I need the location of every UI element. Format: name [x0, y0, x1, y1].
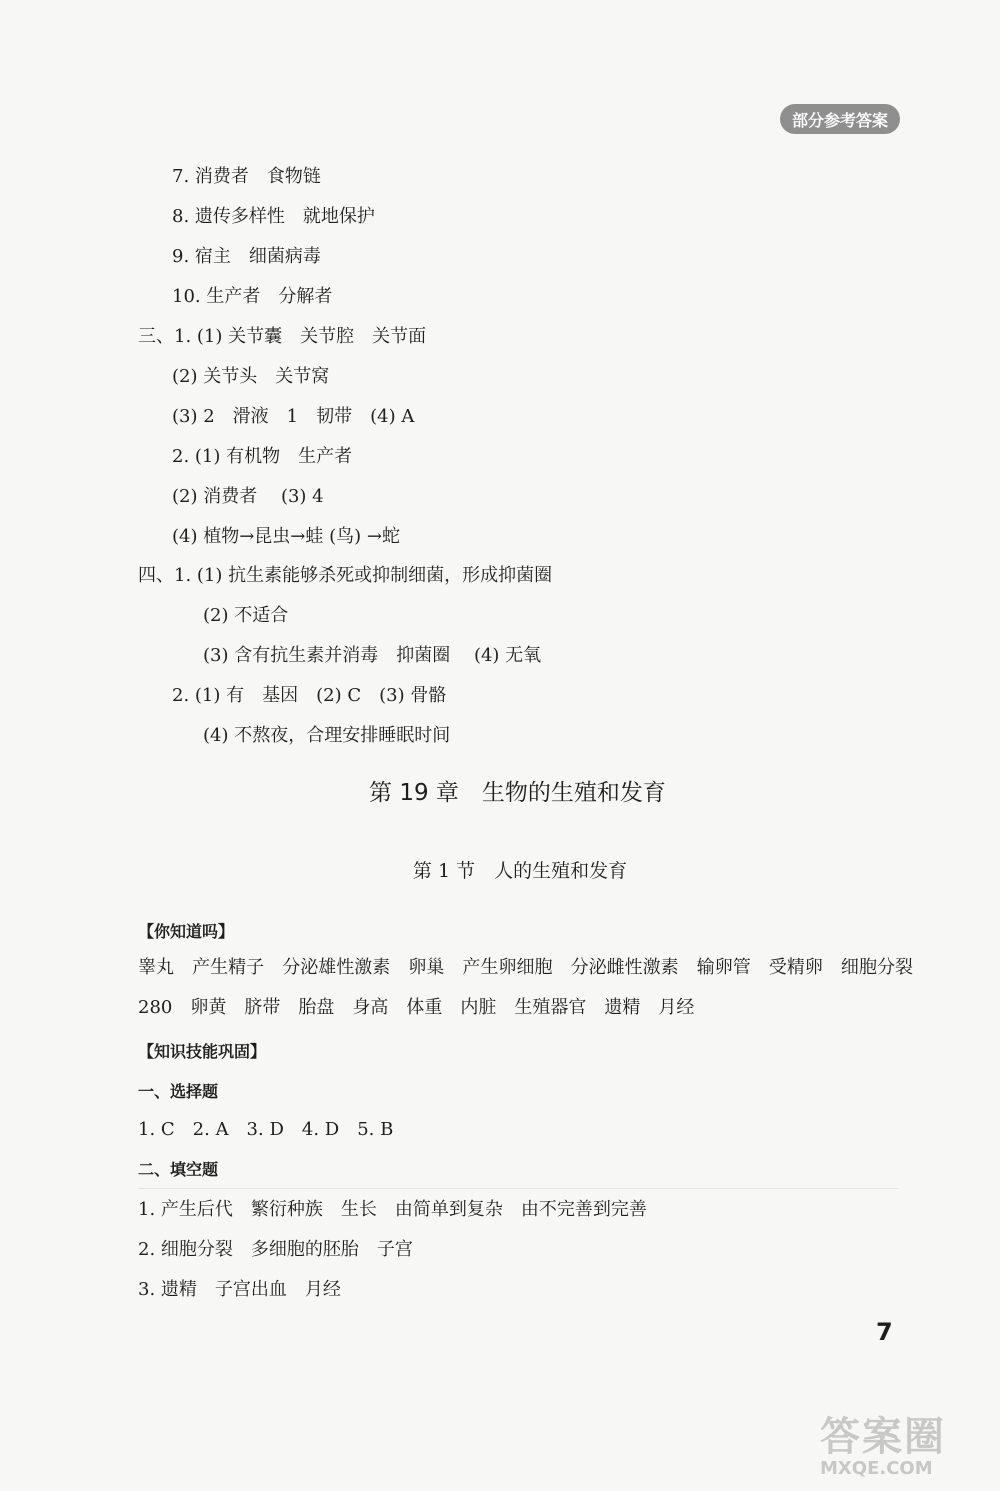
answer-line: 四、1. (1) 抗生素能够杀死或抑制细菌，形成抑菌圈: [138, 565, 553, 586]
site-watermark: [820, 1405, 990, 1485]
fill-answer: 3. 遗精 子宫出血 月经: [138, 1279, 341, 1300]
answer-line: 7. 消费者 食物链: [172, 166, 321, 187]
section-title: 第 1 节 人的生殖和发育: [412, 860, 628, 882]
answer-line: (3) 2 滑液 1 韧带 (4) A: [172, 406, 415, 427]
answer-line: (2) 关节头 关节窝: [172, 366, 330, 387]
know-answers: 睾丸 产生精子 分泌雄性激素 卵巢 产生卵细胞 分泌雌性激素 输卵管 受精卵 细胞分裂 280 卵黄 脐带 胎盘 身高 体重 内脏 生殖器官 遗精 月经: [138, 957, 931, 1018]
answer-line: (2) 消费者 (3) 4: [172, 486, 324, 507]
fill-heading: 二、填空题: [138, 1160, 219, 1179]
choice-heading: 一、选择题: [138, 1082, 219, 1101]
know-heading: 【你知道吗】: [138, 922, 235, 941]
answer-line: 8. 遗传多样性 就地保护: [172, 206, 375, 227]
answer-line: (2) 不适合: [203, 605, 289, 626]
answer-line: (4) 植物→昆虫→蛙 (鸟) →蛇: [172, 526, 400, 547]
chapter-title: 第 19 章 生物的生殖和发育: [369, 780, 666, 806]
fill-answer: 2. 细胞分裂 多细胞的胚胎 子宫: [138, 1239, 413, 1260]
answer-line: 9. 宿主 细菌病毒: [172, 246, 321, 267]
answer-line: (4) 不熬夜，合理安排睡眠时间: [203, 725, 451, 746]
answer-line: 2. (1) 有 基因 (2) C (3) 骨骼: [172, 685, 447, 706]
skills-heading: 【知识技能巩固】: [138, 1042, 267, 1061]
answer-line: 10. 生产者 分解者: [172, 286, 333, 307]
watermark-url: MXQE.COM: [820, 1458, 933, 1479]
page-number: 7: [876, 1318, 893, 1346]
answer-line: (3) 含有抗生素并消毒 抑菌圈 (4) 无氧: [203, 645, 542, 666]
choice-answers: 1. C 2. A 3. D 4. D 5. B: [138, 1119, 394, 1140]
watermark-logo-text: 答案圈: [820, 1414, 946, 1460]
section-badge: 部分参考答案: [780, 104, 900, 134]
answer-line: 2. (1) 有机物 生产者: [172, 446, 353, 467]
scan-divider: [138, 1188, 898, 1189]
answer-line: 三、1. (1) 关节囊 关节腔 关节面: [138, 326, 427, 347]
fill-answer: 1. 产生后代 繁衍种族 生长 由简单到复杂 由不完善到完善: [138, 1199, 647, 1220]
